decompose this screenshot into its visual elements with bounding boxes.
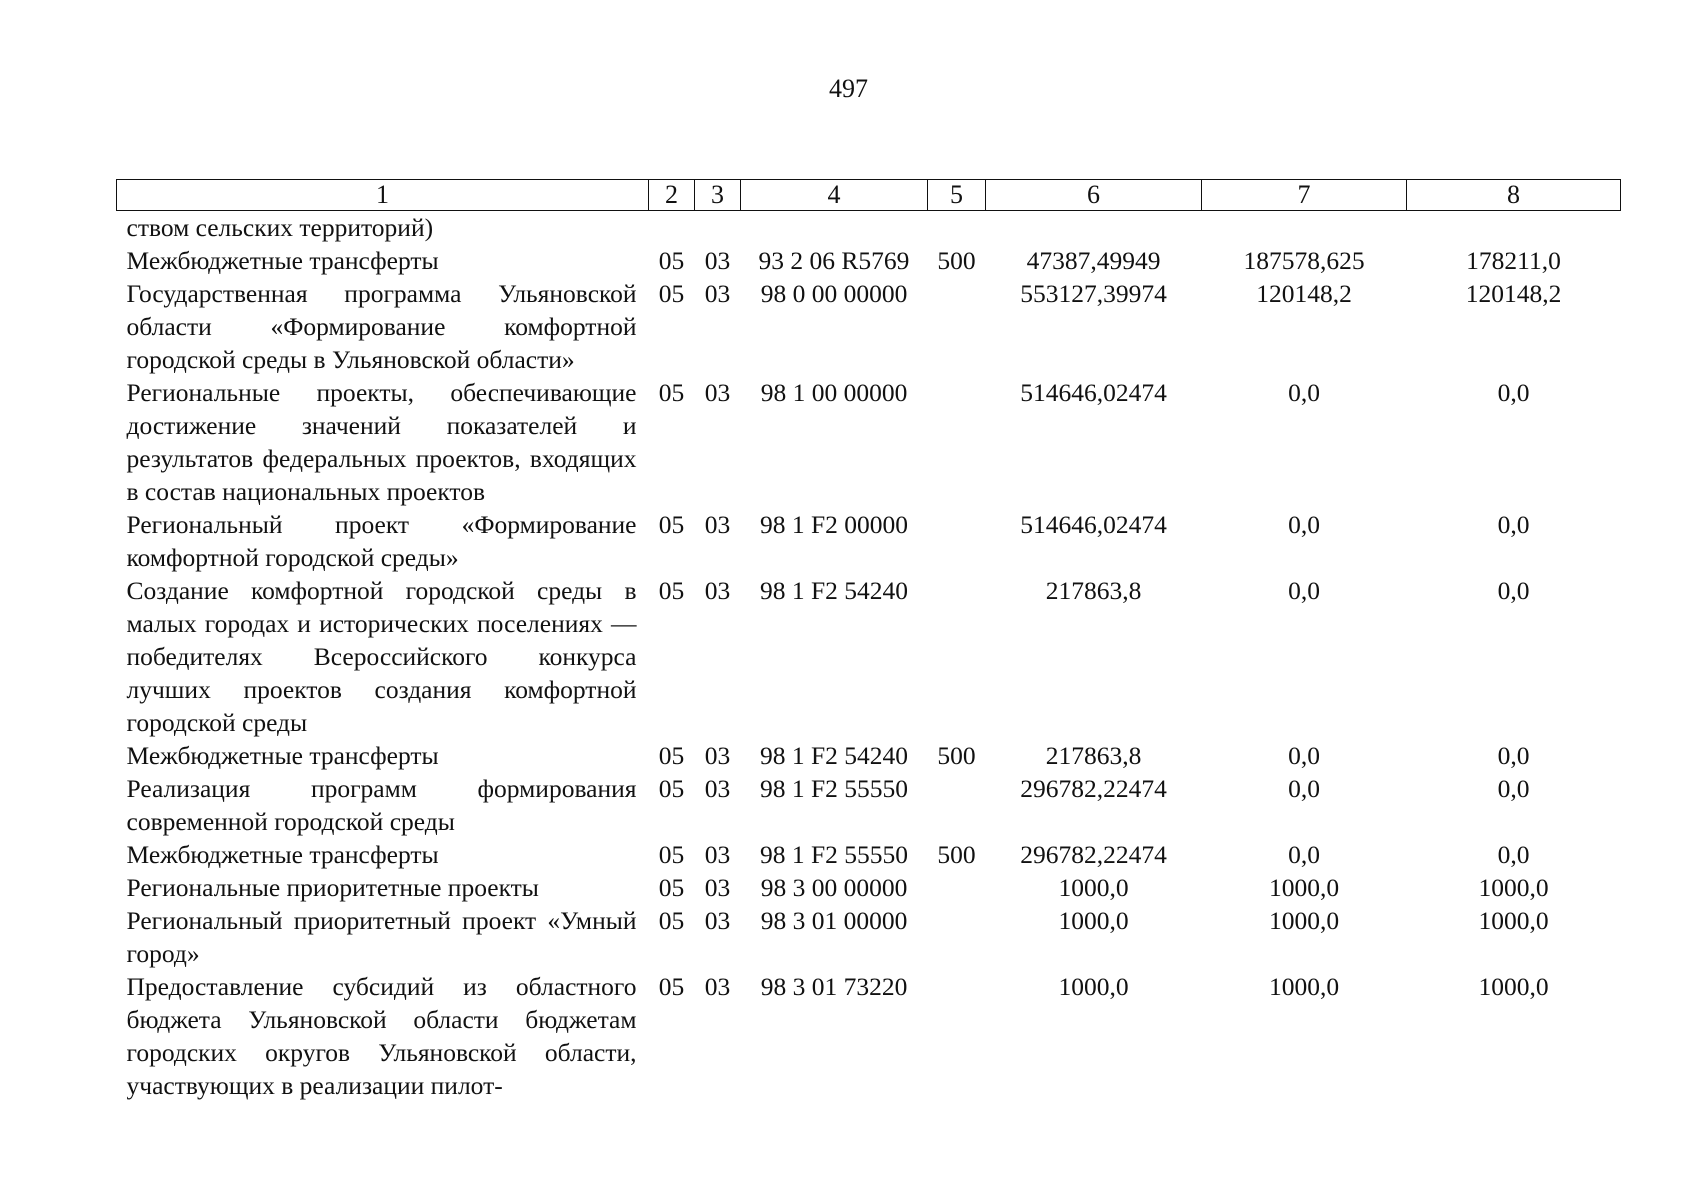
expense-type-code bbox=[928, 277, 986, 376]
amount-col-8 bbox=[1407, 211, 1621, 245]
section-code: 05 bbox=[658, 873, 685, 902]
amount-col-8: 1000,0 bbox=[1478, 972, 1549, 1001]
amount-col-8: 0,0 bbox=[1497, 576, 1530, 605]
amount-col-8: 0,0 bbox=[1497, 840, 1530, 869]
section-code bbox=[649, 211, 695, 245]
amount-col-8: 178211,0 bbox=[1466, 246, 1561, 275]
budget-table bbox=[116, 179, 1621, 1102]
amount-col-7: 1000,0 bbox=[1268, 906, 1340, 935]
item-name: Межбюджетные трансферты bbox=[126, 840, 439, 869]
target-article-code: 98 1 F2 55550 bbox=[759, 774, 909, 803]
page-number: 497 bbox=[829, 74, 868, 103]
amount-col-6: 296782,22474 bbox=[1020, 774, 1167, 803]
amount-col-6: 514646,02474 bbox=[1020, 378, 1167, 407]
table-row bbox=[117, 376, 1621, 508]
item-name: Предоставление субсидий из областного бюджета Ульяновской области бюджетам городских округов Ульяновской области, участвующих в реализации пилот- bbox=[126, 972, 637, 1100]
expense-type-code bbox=[928, 970, 986, 1102]
amount-col-6: 1000,0 bbox=[1058, 972, 1129, 1001]
subsection-code bbox=[695, 211, 741, 245]
table-row bbox=[117, 277, 1621, 376]
item-name: Региональные приоритетные проекты bbox=[126, 873, 539, 902]
target-article-code: 98 1 F2 00000 bbox=[759, 510, 909, 539]
section-code: 05 bbox=[658, 279, 685, 308]
item-name: Межбюджетные трансферты bbox=[126, 741, 439, 770]
subsection-code: 03 bbox=[704, 741, 731, 770]
subsection-code: 03 bbox=[704, 972, 731, 1001]
section-code: 05 bbox=[658, 576, 685, 605]
header-cell-3: 3 bbox=[695, 180, 741, 211]
header-cell-4: 4 bbox=[741, 180, 928, 211]
amount-col-8: 0,0 bbox=[1497, 378, 1530, 407]
section-code: 05 bbox=[658, 774, 685, 803]
subsection-code: 03 bbox=[704, 906, 731, 935]
budget-table-container bbox=[116, 179, 1620, 1102]
section-code: 05 bbox=[658, 972, 685, 1001]
table-row bbox=[117, 904, 1621, 970]
expense-type-code bbox=[928, 871, 986, 904]
amount-col-7: 0,0 bbox=[1288, 378, 1320, 407]
amount-col-6: 1000,0 bbox=[1058, 873, 1129, 902]
amount-col-7: 0,0 bbox=[1288, 510, 1320, 539]
target-article-code: 98 0 00 00000 bbox=[760, 279, 908, 308]
expense-type-code bbox=[928, 508, 986, 574]
header-cell-1: 1 bbox=[117, 180, 649, 211]
table-row bbox=[117, 871, 1621, 904]
section-code: 05 bbox=[658, 840, 685, 869]
item-name: Реализация программ формирования современной городской среды bbox=[126, 774, 637, 836]
section-code: 05 bbox=[658, 741, 685, 770]
section-code: 05 bbox=[658, 246, 685, 275]
target-article-code: 93 2 06 R5769 bbox=[758, 246, 910, 275]
amount-col-8: 1000,0 bbox=[1478, 873, 1549, 902]
header-row bbox=[117, 180, 1621, 211]
item-name: Региональные проекты, обеспечивающие достижение значений показателей и результатов федеральных проектов, входящих в состав национальных проектов bbox=[126, 378, 637, 506]
header-cell-6: 6 bbox=[986, 180, 1202, 211]
expense-type-code bbox=[928, 772, 986, 838]
table-row bbox=[117, 739, 1621, 772]
header-cell-7: 7 bbox=[1202, 180, 1407, 211]
amount-col-7: 187578,625 bbox=[1243, 246, 1365, 275]
amount-col-6: 514646,02474 bbox=[1020, 510, 1167, 539]
expense-type-code: 500 bbox=[937, 741, 976, 770]
target-article-code: 98 1 F2 55550 bbox=[759, 840, 909, 869]
amount-col-7: 120148,2 bbox=[1256, 279, 1352, 308]
amount-col-7 bbox=[1202, 211, 1407, 245]
amount-col-8: 0,0 bbox=[1497, 741, 1530, 770]
table-row bbox=[117, 244, 1621, 277]
amount-col-7: 0,0 bbox=[1288, 774, 1320, 803]
amount-col-6: 47387,49949 bbox=[1026, 246, 1161, 275]
amount-col-8: 1000,0 bbox=[1478, 906, 1549, 935]
amount-col-8: 0,0 bbox=[1497, 510, 1530, 539]
table-row bbox=[117, 508, 1621, 574]
subsection-code: 03 bbox=[704, 510, 731, 539]
header-cell-2: 2 bbox=[649, 180, 695, 211]
subsection-code: 03 bbox=[704, 246, 731, 275]
item-name: Региональный приоритетный проект «Умный город» bbox=[126, 906, 637, 968]
section-code: 05 bbox=[658, 378, 685, 407]
subsection-code: 03 bbox=[704, 774, 731, 803]
amount-col-8: 0,0 bbox=[1497, 774, 1530, 803]
amount-col-8: 120148,2 bbox=[1465, 279, 1562, 308]
target-article-code: 98 3 00 00000 bbox=[760, 873, 908, 902]
expense-type-code: 500 bbox=[937, 246, 976, 275]
target-article-code bbox=[741, 211, 928, 245]
table-row bbox=[117, 838, 1621, 871]
table-row bbox=[117, 970, 1621, 1102]
table-body bbox=[117, 211, 1621, 1103]
expense-type-code bbox=[928, 376, 986, 508]
target-article-code: 98 1 F2 54240 bbox=[759, 576, 909, 605]
target-article-code: 98 1 F2 54240 bbox=[759, 741, 909, 770]
amount-col-6: 296782,22474 bbox=[1020, 840, 1167, 869]
subsection-code: 03 bbox=[704, 873, 731, 902]
item-name: Региональный проект «Формирование комфортной городской среды» bbox=[126, 510, 637, 572]
subsection-code: 03 bbox=[704, 378, 731, 407]
header-cell-5: 5 bbox=[928, 180, 986, 211]
subsection-code: 03 bbox=[704, 279, 731, 308]
target-article-code: 98 1 00 00000 bbox=[760, 378, 908, 407]
amount-col-7: 0,0 bbox=[1288, 576, 1320, 605]
expense-type-code bbox=[928, 574, 986, 739]
table-row bbox=[117, 211, 1621, 245]
amount-col-7: 0,0 bbox=[1288, 741, 1320, 770]
table-row bbox=[117, 574, 1621, 739]
target-article-code: 98 3 01 73220 bbox=[760, 972, 908, 1001]
amount-col-6: 217863,8 bbox=[1045, 741, 1142, 770]
item-name: Государственная программа Ульяновской области «Формирование комфортной городской среды в Ульяновской области» bbox=[126, 279, 637, 374]
amount-col-6: 1000,0 bbox=[1058, 906, 1129, 935]
amount-col-6: 217863,8 bbox=[1045, 576, 1142, 605]
amount-col-7: 1000,0 bbox=[1268, 873, 1340, 902]
item-name: ством сельских территорий) bbox=[126, 213, 434, 242]
target-article-code: 98 3 01 00000 bbox=[760, 906, 908, 935]
table-row bbox=[117, 772, 1621, 838]
subsection-code: 03 bbox=[704, 840, 731, 869]
expense-type-code bbox=[928, 211, 986, 245]
amount-col-7: 1000,0 bbox=[1268, 972, 1340, 1001]
amount-col-6 bbox=[986, 211, 1202, 245]
item-name: Создание комфортной городской среды в малых городах и исторических поселениях — победителях Всероссийского конкурса лучших проектов создания комфортной городской среды bbox=[126, 576, 637, 737]
expense-type-code bbox=[928, 904, 986, 970]
subsection-code: 03 bbox=[704, 576, 731, 605]
amount-col-6: 553127,39974 bbox=[1020, 279, 1167, 308]
header-cell-8: 8 bbox=[1407, 180, 1621, 211]
expense-type-code: 500 bbox=[937, 840, 976, 869]
item-name: Межбюджетные трансферты bbox=[126, 246, 439, 275]
table-header bbox=[117, 180, 1621, 211]
section-code: 05 bbox=[658, 906, 685, 935]
section-code: 05 bbox=[658, 510, 685, 539]
amount-col-7: 0,0 bbox=[1288, 840, 1320, 869]
